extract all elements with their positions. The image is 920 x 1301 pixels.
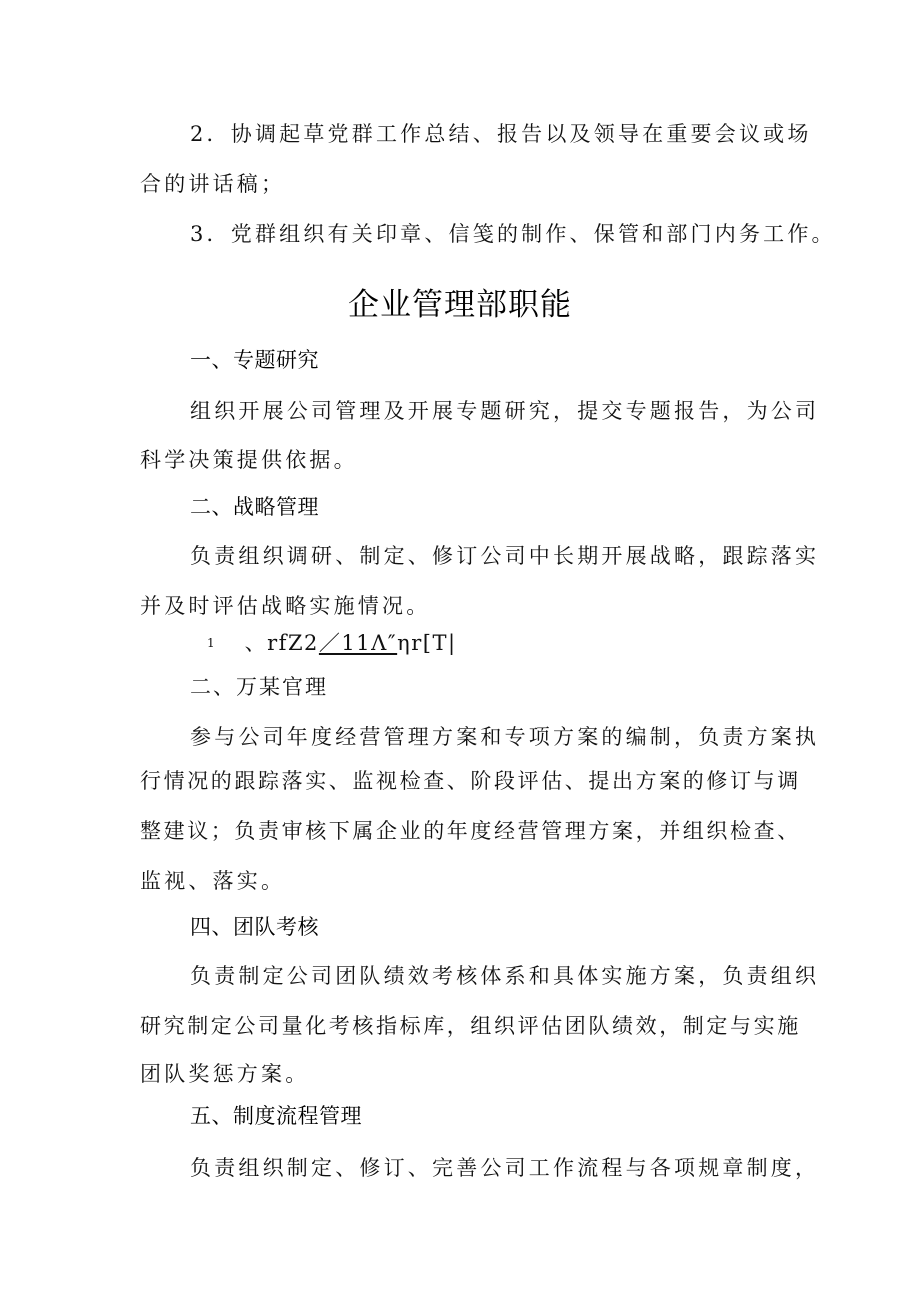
process-para-line-1: 负责组织制定、修订、完善公司工作流程与各项规章制度， — [190, 1156, 820, 1180]
garbled-ocr-line — [207, 628, 457, 658]
plan-para-line-3: 整建议；负责审核下属企业的年度经营管理方案，并组织检查、 — [140, 819, 801, 843]
plan-para-line-1: 参与公司年度经营管理方案和专项方案的编制，负责方案执 — [190, 725, 820, 749]
team-para-line-3: 团队奖惩方案。 — [140, 1062, 310, 1086]
item-2-line-1: 2．协调起草党群工作总结、报告以及领导在重要会议或场 — [190, 122, 812, 146]
garbled-part-b: ／11Λ″ — [318, 631, 398, 655]
plan-para-line-4: 监视、落实。 — [140, 869, 286, 893]
team-para-line-2: 研究制定公司量化考核指标库，组织评估团队绩效，制定与实施 — [140, 1014, 801, 1038]
item-3-line: 3．党群组织有关印章、信笺的制作、保管和部门内务工作。 — [190, 222, 836, 246]
plan-para-line-2: 行情况的跟踪落实、监视检查、阶段评估、提出方案的修订与调 — [140, 769, 801, 793]
team-para-line-1: 负责制定公司团队绩效考核体系和具体实施方案，负责组织 — [190, 964, 820, 988]
item-2-line-2: 合的讲话稿； — [140, 172, 286, 196]
heading-plan-management: 二、万某官理 — [190, 675, 328, 699]
heading-team-assessment: 四、团队考核 — [190, 915, 319, 939]
garbled-part-c: ηr[T| — [397, 631, 457, 655]
strategy-para-line-1: 负责组织调研、制定、修订公司中长期开展战略，跟踪落实 — [190, 544, 820, 568]
research-para-line-2: 科学决策提供依据。 — [140, 448, 358, 472]
heading-process-management: 五、制度流程管理 — [190, 1104, 362, 1128]
garbled-mark: 1 — [207, 636, 215, 650]
research-para-line-1: 组织开展公司管理及开展专题研究，提交专题报告，为公司 — [190, 399, 820, 423]
strategy-para-line-2: 并及时评估战略实施情况。 — [140, 594, 431, 618]
section-title: 企业管理部职能 — [348, 287, 572, 323]
garbled-part-a: 、rfZ2 — [244, 631, 319, 655]
heading-research: 一、专题研究 — [190, 348, 319, 372]
heading-strategy: 二、战略管理 — [190, 495, 319, 519]
